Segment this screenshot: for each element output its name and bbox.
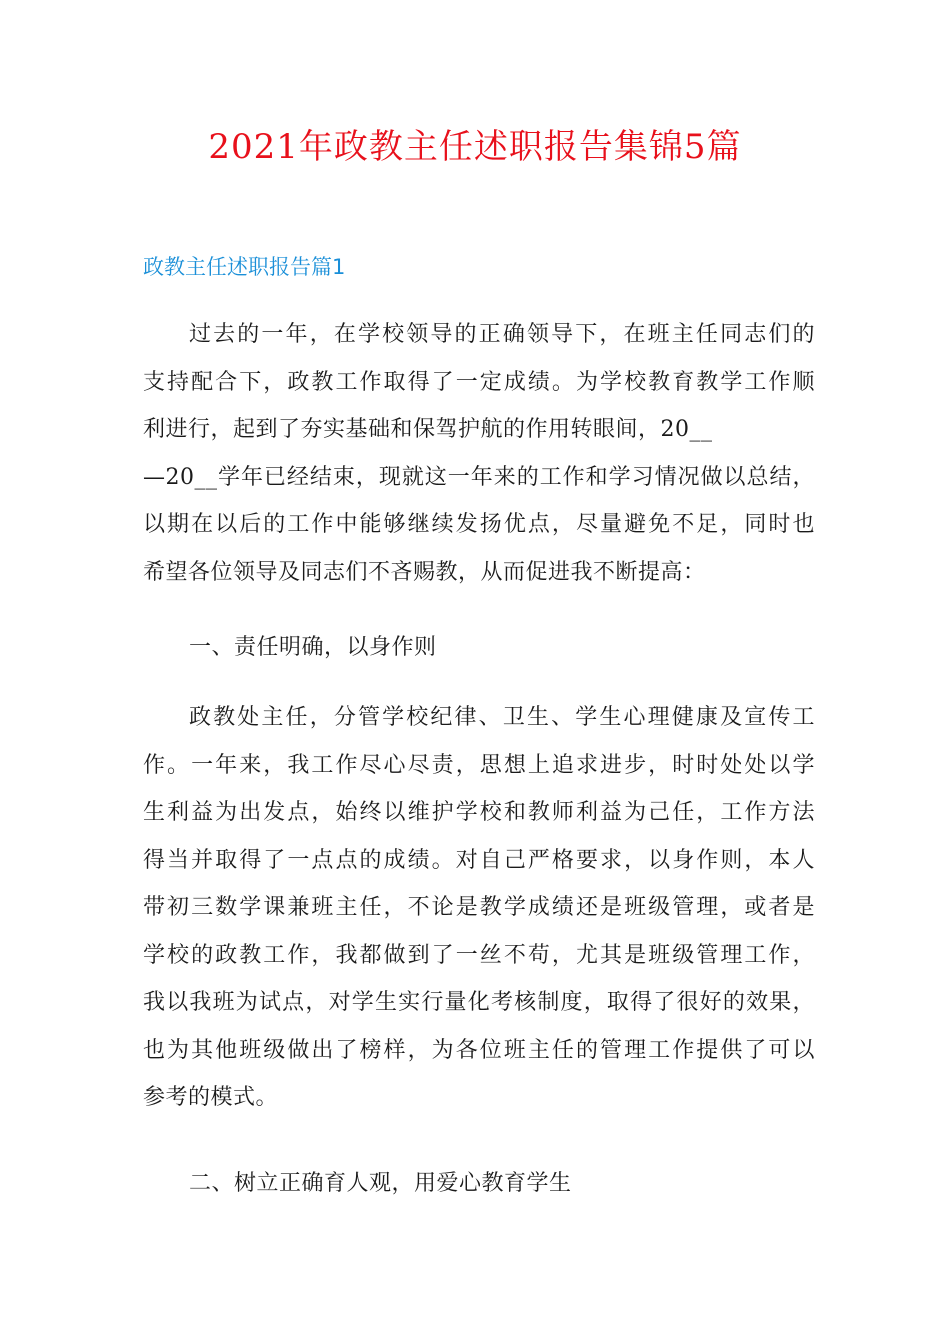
paragraph-line: 得当并取得了一点点的成绩。对自己严格要求，以身作则，本人 [143, 847, 815, 873]
paragraph-line: 以期在以后的工作中能够继续发扬优点，尽量避免不足，同时也 [143, 512, 815, 537]
document-title: 2021年政教主任述职报告集锦5篇 [208, 127, 742, 167]
paragraph-line: 我以我班为试点，对学生实行量化考核制度，取得了很好的效果， [143, 990, 815, 1015]
paragraph-line: 过去的一年，在学校领导的正确领导下，在班主任同志们的 [189, 322, 815, 347]
paragraph-responsibility [143, 694, 815, 1122]
paragraph-line: 也为其他班级做出了榜样，为各位班主任的管理工作提供了可以 [143, 1037, 815, 1063]
paragraph-line: 带初三数学课兼班主任，不论是教学成绩还是班级管理，或者是 [143, 895, 815, 920]
paragraph-line: 支持配合下，政教工作取得了一定成绩。为学校教育教学工作顺 [143, 369, 815, 395]
paragraph-line: 政教处主任，分管学校纪律、卫生、学生心理健康及宣传工 [189, 705, 815, 730]
paragraph-intro [143, 311, 815, 596]
paragraph-line: 希望各位领导及同志们不吝赐教，从而促进我不断提高： [143, 559, 706, 585]
paragraph-line: —20__学年已经结束，现就这一年来的工作和学习情况做以总结， [143, 464, 815, 490]
subheading-education: 二、树立正确育人观，用爱心教育学生 [189, 1171, 572, 1196]
paragraph-line: 生利益为出发点，始终以维护学校和教师利益为己任，工作方法 [143, 800, 815, 825]
paragraph-line: 利进行，起到了夯实基础和保驾护航的作用转眼间，20__ [143, 417, 713, 442]
paragraph-line: 作。一年来，我工作尽心尽责，思想上追求进步，时时处处以学 [143, 752, 815, 778]
subheading-responsibility: 一、责任明确，以身作则 [189, 635, 437, 660]
section-heading: 政教主任述职报告篇1 [143, 255, 346, 279]
paragraph-line: 参考的模式。 [143, 1085, 279, 1110]
paragraph-line: 学校的政教工作，我都做到了一丝不苟，尤其是班级管理工作， [143, 942, 815, 968]
